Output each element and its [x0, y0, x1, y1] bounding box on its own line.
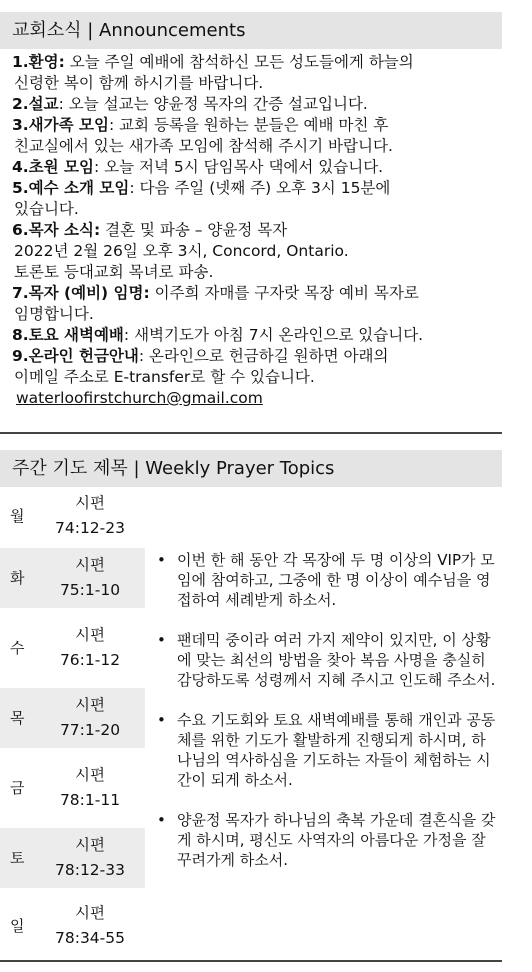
day-name: 토 — [10, 849, 25, 867]
announcement-text: 오늘 주일 예배에 참석하신 모든 성도들에게 하늘의 — [64, 53, 414, 71]
day-name: 목 — [10, 709, 25, 727]
announcement-text: : 교회 등록을 원하는 분들은 예배 마친 후 — [108, 116, 389, 134]
announcement-label: 4.초원 모임 — [12, 158, 94, 176]
scripture-verses: 78:34-55 — [55, 929, 125, 947]
announcement-item-sermon — [12, 94, 502, 115]
scripture-book: 시편 — [75, 626, 105, 644]
announcement-text-cont: 토론토 등대교회 목녀로 파송. — [14, 263, 214, 281]
announcement-text: : 오늘 저녁 5시 담임목사 댁에서 있습니다. — [93, 158, 384, 176]
scripture-ref — [40, 693, 140, 743]
prayer-topic: • 양윤정 목자가 하나님의 축복 가운데 결혼식을 갖게 하시며, 평신도 사역자의 아름다운 가정을 잘 꾸려가게 하소서. — [155, 810, 500, 870]
prayer-topic: • 수요 기도회와 토요 새벽예배를 통해 개인과 공동체를 위한 기도가 활발하게 진행되게 하시며, 하나님의 역사하심을 기도하는 자들이 체험하는 시간이 되게 하소서. — [155, 710, 500, 790]
scripture-book: 시편 — [75, 904, 105, 922]
announcement-text: : 온라인으로 헌금하길 원하면 아래의 — [138, 347, 389, 365]
announcement-text: 결혼 및 파송 – 양윤정 목자 — [100, 221, 288, 239]
prayer-topics-list — [155, 550, 500, 890]
scripture-book: 시편 — [75, 766, 105, 784]
day-row-sun — [0, 896, 145, 956]
announcement-item-dawn-service — [12, 325, 502, 346]
scripture-verses: 78:1-11 — [59, 791, 121, 809]
scripture-verses: 75:1-10 — [59, 581, 121, 599]
announcement-label: 1.환영: — [12, 53, 65, 71]
day-row-wed — [0, 618, 145, 678]
prayer-header: 주간 기도 제목 | Weekly Prayer Topics — [0, 450, 502, 487]
announcement-label: 5.예수 소개 모임 — [12, 179, 130, 197]
scripture-ref — [40, 901, 140, 951]
announcement-text-cont: 있습니다. — [14, 200, 79, 218]
scripture-book: 시편 — [75, 696, 105, 714]
day-row-thu — [0, 688, 145, 748]
scripture-book: 시편 — [75, 494, 105, 512]
announcement-text: 이주희 자매를 구자랏 목장 예비 목자로 — [149, 284, 419, 302]
announcement-text-cont: 신령한 복이 함께 하시기를 바랍니다. — [14, 74, 264, 92]
scripture-ref — [40, 833, 140, 883]
announcement-text-cont: 친교실에서 있는 새가족 모임에 참석해 주시기 바랍니다. — [14, 137, 393, 155]
announcement-label: 9.온라인 헌금안내 — [12, 347, 139, 365]
announcement-item-shepherd-news — [12, 220, 502, 283]
announcement-text: : 다음 주일 (넷째 주) 오후 3시 15분에 — [129, 179, 391, 197]
announcement-item-appointment — [12, 283, 502, 325]
announcement-label: 3.새가족 모임 — [12, 116, 109, 134]
scripture-verses: 76:1-12 — [59, 651, 121, 669]
day-row-mon — [0, 486, 145, 546]
scripture-ref — [40, 623, 140, 673]
scripture-verses: 74:12-23 — [55, 519, 125, 537]
announcement-text: : 오늘 설교는 양윤정 목자의 간증 설교입니다. — [58, 95, 368, 113]
announcements-header: 교회소식 | Announcements — [0, 12, 502, 49]
day-row-fri — [0, 758, 145, 818]
announcements-list — [12, 52, 502, 409]
announcement-text: : 새벽기도가 아침 7시 온라인으로 있습니다. — [123, 326, 424, 344]
scripture-book: 시편 — [75, 836, 105, 854]
announcement-text-cont: 2022년 2월 26일 오후 3시, Concord, Ontario. — [14, 242, 349, 260]
scripture-verses: 77:1-20 — [59, 721, 121, 739]
announcement-text-cont: 이메일 주소로 E-transfer로 할 수 있습니다. — [14, 368, 315, 386]
day-name: 금 — [10, 779, 25, 797]
announcement-label: 2.설교 — [12, 95, 59, 113]
announcement-item-newcomers — [12, 115, 502, 157]
announcement-label: 6.목자 소식: — [12, 221, 101, 239]
section-divider — [0, 432, 502, 434]
scripture-verses: 78:12-33 — [55, 861, 125, 879]
email-link[interactable]: waterloofirstchurch@gmail.com — [16, 389, 263, 407]
day-row-sat — [0, 828, 145, 888]
scripture-ref — [40, 553, 140, 603]
announcement-label: 8.토요 새벽예배 — [12, 326, 124, 344]
scripture-ref — [40, 491, 140, 541]
prayer-topic: • 팬데믹 중이라 여러 가지 제약이 있지만, 이 상황에 맞는 최선의 방법을 찾아 복음 사명을 충실히 감당하도록 성령께서 지혜 주시고 인도해 주소서. — [155, 630, 500, 690]
day-name: 일 — [10, 917, 25, 935]
prayer-topic: • 이번 한 해 동안 각 목장에 두 명 이상의 VIP가 모임에 참여하고, 그중에 한 명 이상이 예수님을 영접하여 세례받게 하소서. — [155, 550, 500, 610]
day-name: 수 — [10, 639, 25, 657]
announcement-item-online-offering — [12, 346, 502, 409]
announcement-item-intro-jesus — [12, 178, 502, 220]
scripture-ref — [40, 763, 140, 813]
announcement-item-welcome — [12, 52, 502, 94]
day-name: 월 — [10, 507, 25, 525]
announcement-item-grassland — [12, 157, 502, 178]
day-name: 화 — [10, 569, 25, 587]
announcement-text-cont: 임명합니다. — [14, 305, 94, 323]
scripture-book: 시편 — [75, 556, 105, 574]
section-divider — [0, 960, 502, 962]
day-row-tue — [0, 548, 145, 608]
announcement-label: 7.목자 (예비) 임명: — [12, 284, 150, 302]
